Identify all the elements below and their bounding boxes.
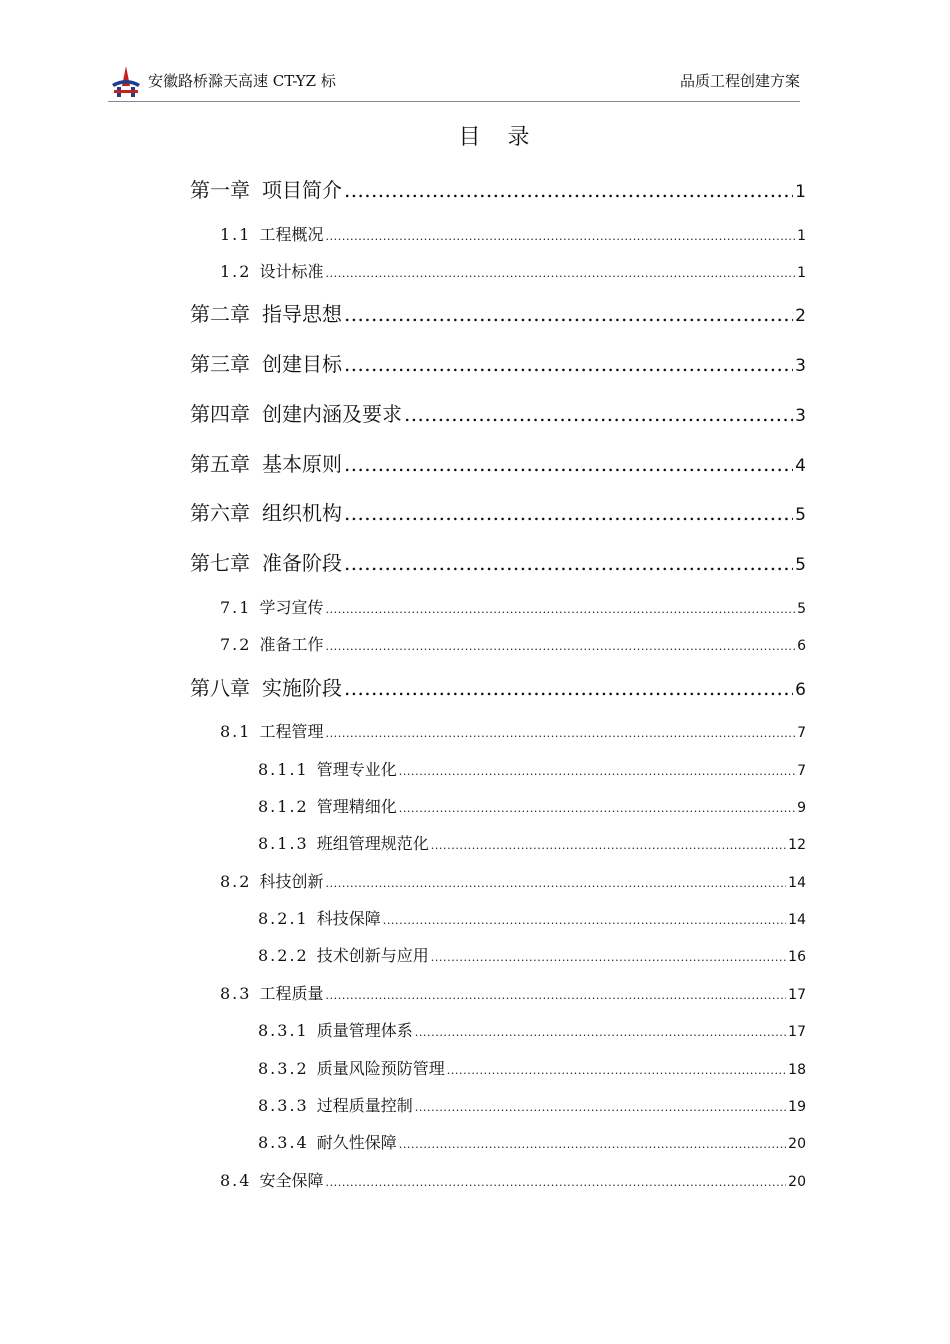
toc-entry-label	[258, 794, 397, 817]
toc-entry-title: 指导思想	[262, 302, 342, 326]
toc-entry-title: 设计标准	[259, 262, 324, 281]
toc-leader-dots	[404, 402, 793, 426]
toc-entry[interactable]	[258, 1056, 806, 1079]
toc-leader-dots	[344, 452, 793, 476]
toc-entry[interactable]	[258, 757, 806, 780]
toc-entry-title: 耐久性保障	[316, 1133, 397, 1152]
toc-entry[interactable]	[190, 348, 806, 377]
toc-entry-label	[220, 595, 323, 618]
toc-entry-title: 准备工作	[259, 635, 324, 654]
toc-entry-number: 1.1	[220, 225, 252, 244]
toc-page-number: 1	[795, 182, 806, 202]
toc-entry-label	[190, 497, 342, 526]
toc-entry[interactable]	[190, 298, 806, 327]
toc-page-number: 19	[788, 1099, 806, 1115]
toc-entry[interactable]	[220, 719, 806, 742]
toc-entry-number: 第七章	[190, 551, 250, 575]
toc-entry[interactable]	[220, 595, 806, 618]
toc-entry-number: 8.2.1	[258, 909, 309, 928]
toc-entry-label	[220, 981, 323, 1004]
toc-entry[interactable]	[190, 497, 806, 526]
toc-entry-number: 8.4	[220, 1171, 252, 1190]
toc-page-number: 17	[788, 987, 806, 1003]
toc-entry-label	[258, 757, 397, 780]
toc-page-number: 5	[795, 555, 806, 575]
toc-entry-label	[190, 672, 342, 701]
toc-leader-dots	[325, 877, 786, 890]
toc-entry-label	[220, 719, 323, 742]
toc-entry[interactable]	[190, 672, 806, 701]
toc-page-number: 6	[797, 638, 806, 654]
toc-entry-title: 创建内涵及要求	[262, 402, 402, 426]
toc-entry-title: 基本原则	[262, 452, 342, 476]
toc-entry-label	[220, 259, 323, 282]
toc-entry-title: 组织机构	[262, 501, 342, 525]
toc-entry-number: 第三章	[190, 352, 250, 376]
toc-entry[interactable]	[258, 1018, 806, 1041]
toc-entry-number: 1.2	[220, 262, 252, 281]
toc-page-number: 18	[788, 1062, 806, 1078]
toc-entry-number: 第四章	[190, 402, 250, 426]
toc-entry[interactable]	[258, 1130, 806, 1153]
toc-entry-label	[220, 222, 323, 245]
toc-page-number: 20	[788, 1136, 806, 1152]
toc-entry[interactable]	[220, 869, 806, 892]
toc-entry-label	[258, 1130, 397, 1153]
toc-entry-label	[258, 943, 429, 966]
company-logo-icon	[108, 64, 144, 100]
toc-leader-dots	[447, 1064, 786, 1077]
toc-entry-number: 8.1.3	[258, 834, 309, 853]
toc-entry-number: 8.1.2	[258, 797, 309, 816]
toc-page-number: 1	[797, 228, 806, 244]
toc-leader-dots	[325, 989, 786, 1002]
toc-entry-label	[258, 906, 381, 929]
toc-entry-title: 工程管理	[259, 722, 324, 741]
toc-entry-number: 第二章	[190, 302, 250, 326]
toc-entry-number: 第八章	[190, 676, 250, 700]
toc-page-number: 14	[788, 875, 806, 891]
toc-entry-title: 实施阶段	[262, 676, 342, 700]
toc-entry-label	[190, 448, 342, 477]
toc-entry[interactable]	[190, 547, 806, 576]
toc-page-number: 17	[788, 1024, 806, 1040]
toc-entry-number: 8.2.2	[258, 946, 309, 965]
toc-entry-title: 班组管理规范化	[316, 834, 429, 853]
toc-page-number: 20	[788, 1174, 806, 1190]
toc-entry-title: 管理专业化	[316, 760, 397, 779]
toc-entry[interactable]	[190, 448, 806, 477]
toc-leader-dots	[399, 1138, 786, 1151]
toc-leader-dots	[431, 839, 786, 852]
toc-entry-title: 项目简介	[262, 178, 342, 202]
toc-leader-dots	[399, 802, 795, 815]
toc-leader-dots	[415, 1026, 786, 1039]
toc-entry-title: 学习宣传	[259, 598, 324, 617]
toc-entry-number: 第五章	[190, 452, 250, 476]
toc-entry-label	[190, 348, 342, 377]
toc-entry-label	[190, 547, 342, 576]
toc-leader-dots	[344, 676, 793, 700]
toc-leader-dots	[399, 765, 795, 778]
toc-leader-dots	[344, 302, 793, 326]
toc-entry-label	[258, 1018, 413, 1041]
toc-leader-dots	[344, 551, 793, 575]
toc-entry[interactable]	[258, 906, 806, 929]
toc-entry-label	[258, 831, 429, 854]
toc-page-number: 14	[788, 912, 806, 928]
toc-leader-dots	[415, 1101, 786, 1114]
toc-leader-dots	[325, 640, 795, 653]
toc-page-number: 16	[788, 949, 806, 965]
toc-entry-title: 工程概况	[259, 225, 324, 244]
toc-entry-label	[190, 398, 402, 427]
toc-leader-dots	[325, 230, 795, 243]
toc-entry-number: 8.3.3	[258, 1096, 309, 1115]
toc-page-number: 4	[795, 456, 806, 476]
toc-entry-number: 8.3.2	[258, 1059, 309, 1078]
toc-leader-dots	[344, 501, 793, 525]
toc-entry-title: 科技保障	[316, 909, 381, 928]
toc-entry-number: 8.1.1	[258, 760, 309, 779]
toc-leader-dots	[383, 914, 786, 927]
toc-entry[interactable]	[258, 943, 806, 966]
toc-entry[interactable]	[220, 1168, 806, 1191]
toc-entry[interactable]	[220, 222, 806, 245]
toc-entry-number: 8.3.1	[258, 1021, 309, 1040]
toc-entry[interactable]	[258, 1093, 806, 1116]
toc-leader-dots	[325, 267, 795, 280]
toc-entry-title: 质量管理体系	[316, 1021, 413, 1040]
toc-entry-number: 第一章	[190, 178, 250, 202]
toc-leader-dots	[344, 352, 793, 376]
toc-entry-number: 8.3.4	[258, 1133, 309, 1152]
header-divider	[108, 101, 800, 102]
toc-entry-title: 技术创新与应用	[316, 946, 429, 965]
toc-page-number: 2	[795, 306, 806, 326]
toc-entry-title: 过程质量控制	[316, 1096, 413, 1115]
toc-entry-title: 质量风险预防管理	[316, 1059, 445, 1078]
toc-entry-number: 8.1	[220, 722, 252, 741]
toc-leader-dots	[325, 727, 795, 740]
toc-entry-number: 8.3	[220, 984, 252, 1003]
toc-page-number: 12	[788, 837, 806, 853]
toc-entry-label	[258, 1056, 445, 1079]
toc-entry[interactable]	[190, 174, 806, 203]
toc-page-number: 9	[797, 800, 806, 816]
toc-entry-label	[190, 174, 342, 203]
toc-entry-title: 准备阶段	[262, 551, 342, 575]
toc-page-number: 3	[795, 406, 806, 426]
toc-entry-title: 创建目标	[262, 352, 342, 376]
toc-entry-number: 第六章	[190, 501, 250, 525]
toc-title: 目 录	[458, 125, 540, 150]
toc-leader-dots	[344, 178, 793, 202]
toc-entry[interactable]	[190, 398, 806, 427]
toc-entry[interactable]	[258, 794, 806, 817]
page-header	[108, 58, 800, 102]
toc-entry-label	[220, 632, 323, 655]
toc-page-number: 6	[795, 680, 806, 700]
toc-leader-dots	[325, 1176, 786, 1189]
toc-entry-number: 8.2	[220, 872, 252, 891]
toc-page-number: 7	[797, 725, 806, 741]
header-document-name: 品质工程创建方案	[679, 72, 800, 90]
toc-entry-label	[220, 869, 323, 892]
toc-leader-dots	[431, 951, 786, 964]
toc-entry-number: 7.2	[220, 635, 252, 654]
toc-entry[interactable]	[258, 831, 806, 854]
toc-entry-title: 管理精细化	[316, 797, 397, 816]
toc-entry-title: 安全保障	[259, 1171, 324, 1190]
toc-page-number: 5	[795, 505, 806, 525]
toc-entry-title: 科技创新	[259, 872, 324, 891]
toc-page-number: 3	[795, 356, 806, 376]
toc-page-number: 5	[797, 601, 806, 617]
toc-page-number: 1	[797, 265, 806, 281]
toc-entry-number: 7.1	[220, 598, 252, 617]
toc-entry-label	[190, 298, 342, 327]
toc-entry-label	[220, 1168, 323, 1191]
toc-entry[interactable]	[220, 981, 806, 1004]
toc-entry-label	[258, 1093, 413, 1116]
toc-page-number: 7	[797, 763, 806, 779]
toc-entry[interactable]	[220, 259, 806, 282]
toc-entry-title: 工程质量	[259, 984, 324, 1003]
toc-leader-dots	[325, 603, 795, 616]
header-project-name: 安徽路桥滁天高速 CT-YZ 标	[148, 72, 336, 90]
toc-entry[interactable]	[220, 632, 806, 655]
